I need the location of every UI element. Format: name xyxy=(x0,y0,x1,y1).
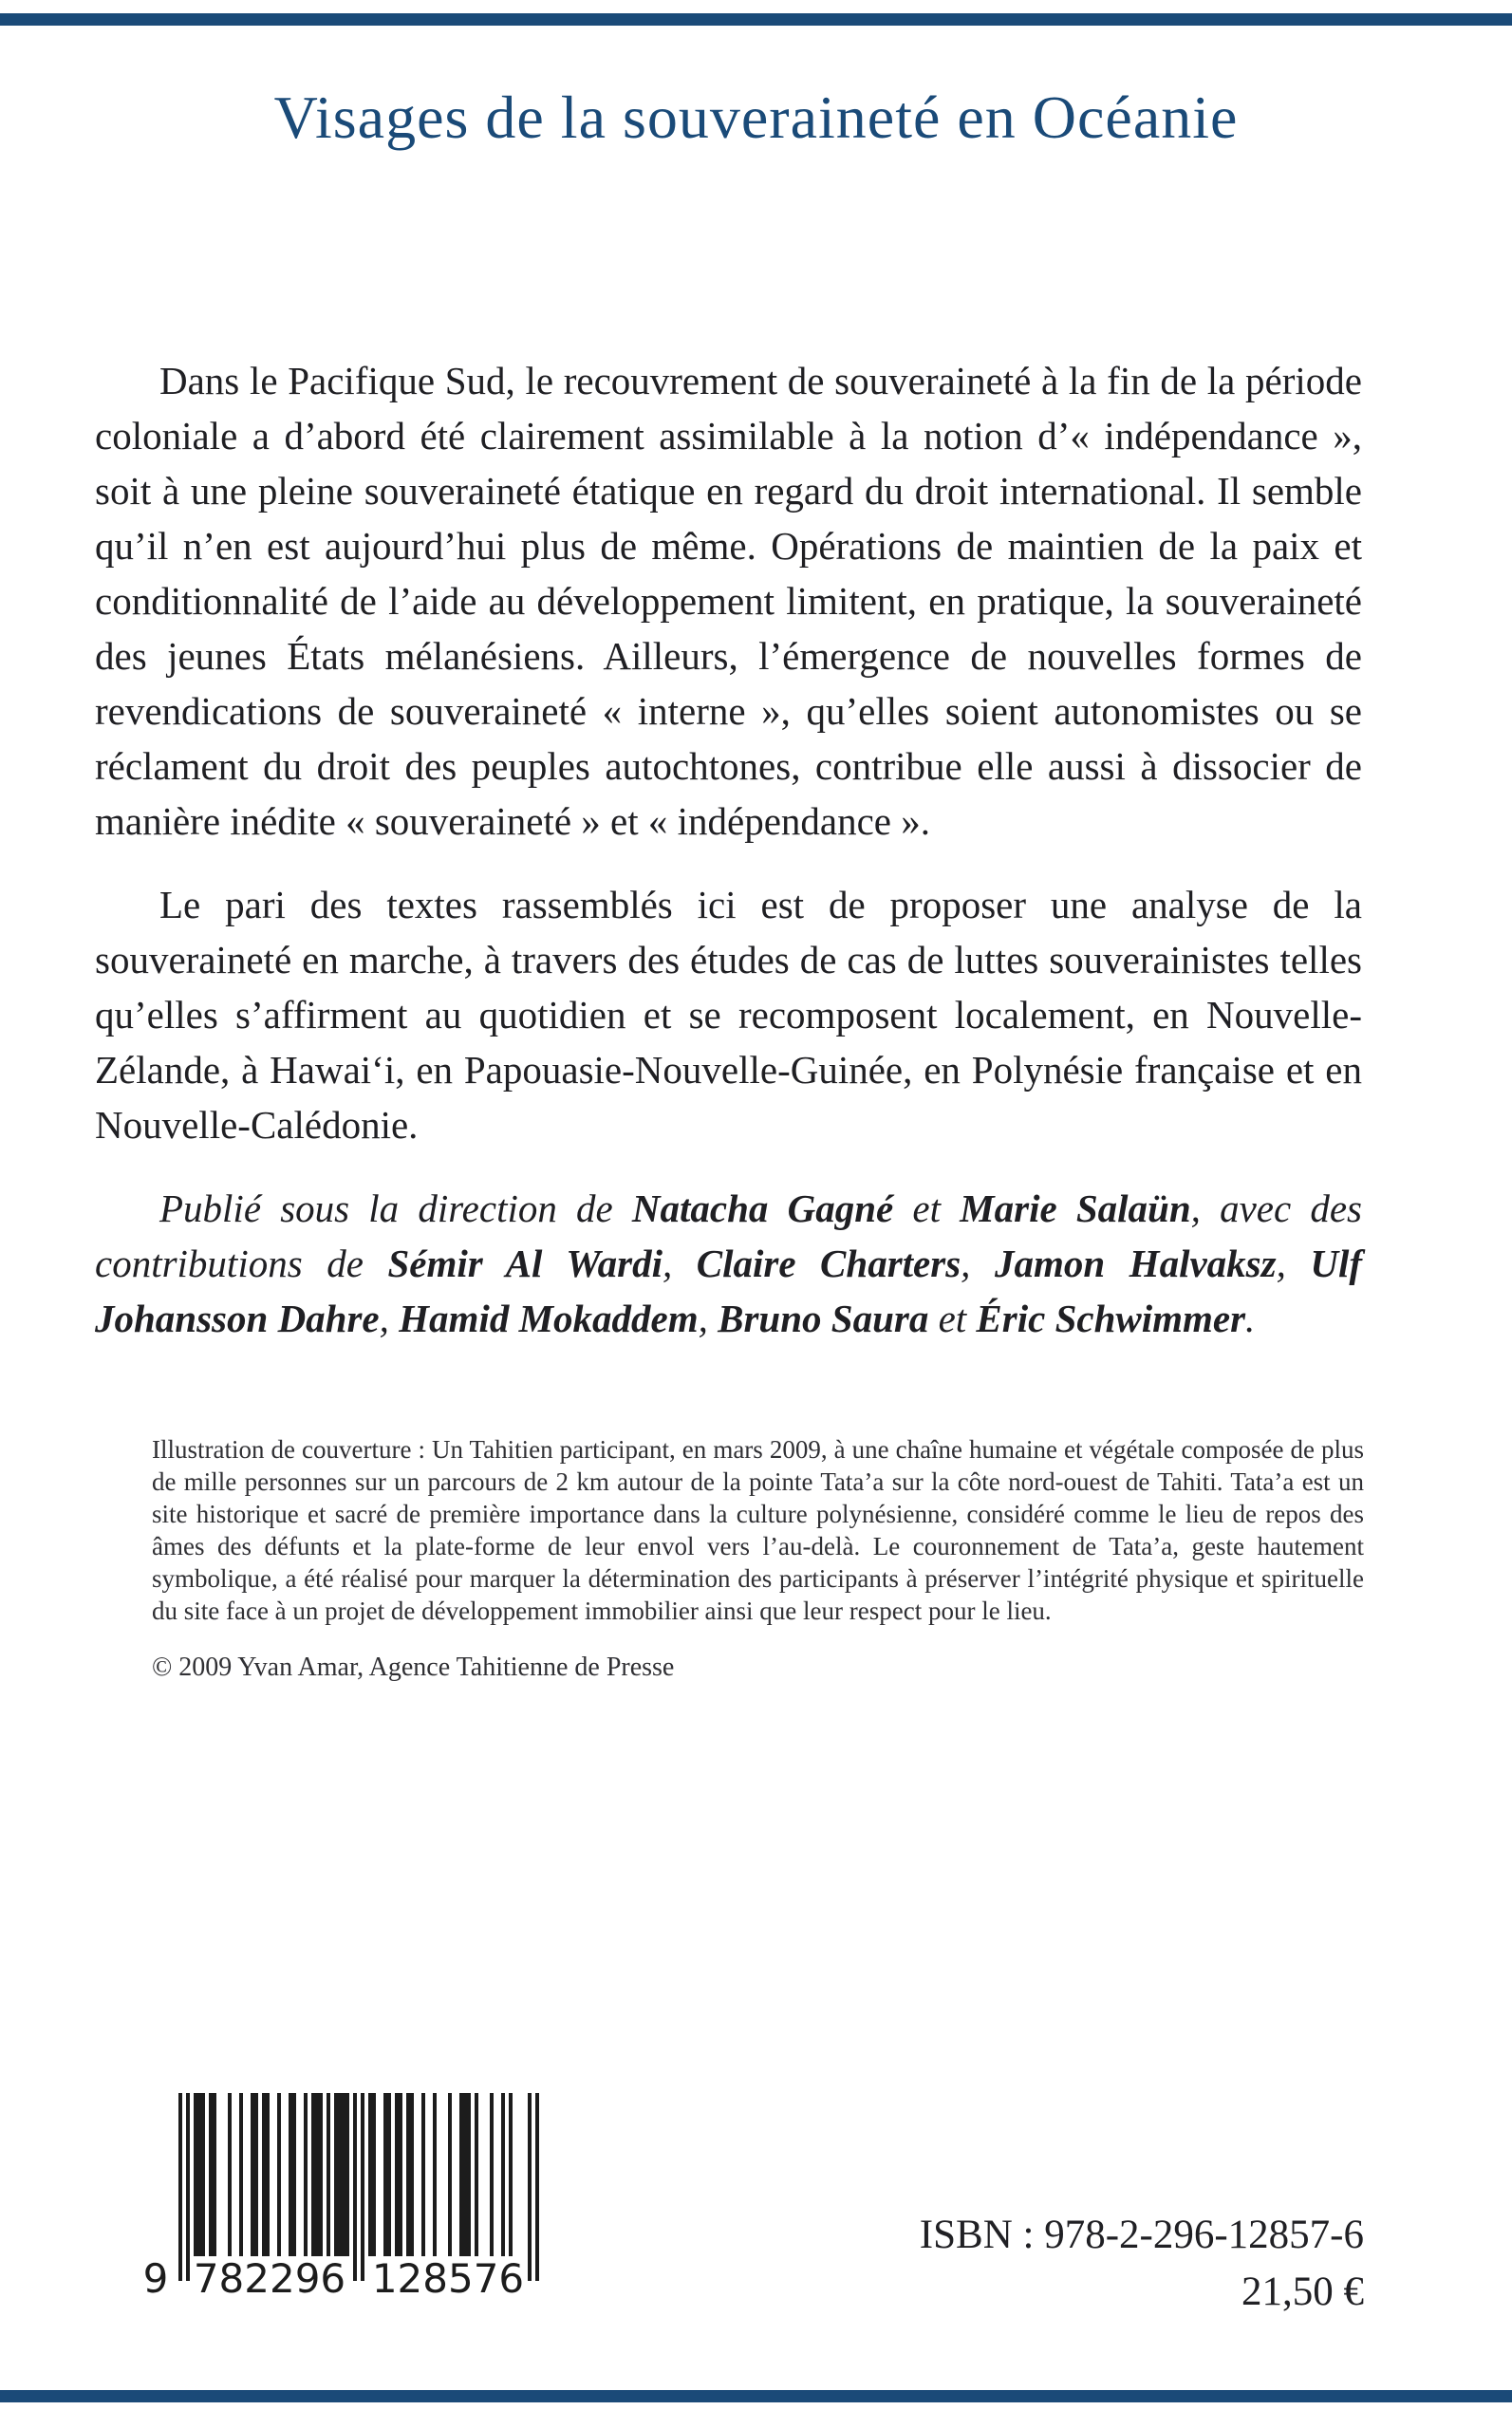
price: 21,50 € xyxy=(1241,2270,1364,2314)
contributor-name: Ulf Johansson Dahre xyxy=(95,1242,1363,1340)
contributor-name: Hamid Mokaddem xyxy=(399,1297,699,1340)
barcode-bars xyxy=(178,2093,539,2281)
synopsis-paragraph-1: Dans le Pacifique Sud, le recouvrement de souveraineté à la fin de la période coloniale a d’abord été clairement assimilable à la notion d’« indépendance », soit à une pleine souveraineté étatique en regard du droit international. Il semble qu’il n’en est aujourd’hui plus de même. Opérations de maintien de la paix et conditionnalité de l’aide au développement limitent, en pratique, la souveraineté des jeunes États mélanésiens. Ailleurs, l’émergence de nouvelles formes de revendications de souveraineté « interne », qu’elles soient autonomistes ou se réclament du droit des peuples autochtones, contribue elle aussi à dissocier de manière inédite « souveraineté » et « indépendance ». xyxy=(95,359,1362,843)
cover-illustration-note: Illustration de couverture : Un Tahitien participant, en mars 2009, à une chaîne humaine et végétale composée de plus de mille personnes sur un parcours de 2 km autour de la pointe Tata’a sur la côte nord-ouest de Tahiti. Tata’a est un site historique et sacré de première importance dans la culture polynésienne, considéré comme le lieu de repos des âmes des défunts et la plate-forme de leur envol vers l’au-delà. Le couronnement de Tata’a, geste hautement symbolique, a été réalisé pour marquer la détermination des participants à préserver l’intégrité physique et spirituelle du site face à un projet de développement immobilier ainsi que leur respect pour le lieu. xyxy=(152,1435,1364,1625)
notes-block xyxy=(152,1433,1364,1684)
contributor-name: Sémir Al Wardi xyxy=(387,1242,663,1285)
contributor-name: Jamon Halvaksz xyxy=(994,1242,1277,1285)
contributor-name: Bruno Saura xyxy=(718,1297,929,1340)
ean13-barcode xyxy=(142,2093,551,2316)
contributor-name: Éric Schwimmer xyxy=(976,1297,1246,1340)
synopsis-paragraph-2: Le pari des textes rassemblés ici est de proposer une analyse de la souveraineté en marche, à travers des études de cas de luttes souverainistes telles qu’elles s’affirment au quotidien et se recomposent localement, en Nouvelle-Zélande, à Hawaiʻi, en Papouasie-Nouvelle-Guinée, en Polynésie française et en Nouvelle-Calédonie. xyxy=(95,883,1362,1147)
top-rule xyxy=(0,13,1512,26)
credits-paragraph: Publié sous la direction de Natacha Gagné et Marie Salaün, avec des contributions de Sémir Al Wardi, Claire Charters, Jamon Halvaksz, Ulf Johansson Dahre, Hamid Mokaddem, Bruno Saura et Éric Schwimmer. xyxy=(95,1186,1363,1340)
contributor-name: Natacha Gagné xyxy=(631,1186,894,1230)
synopsis-block xyxy=(95,353,1362,1346)
photo-copyright-line: © 2009 Yvan Amar, Agence Tahitienne de Presse xyxy=(152,1653,675,1682)
isbn-line: ISBN : 978-2-296-12857-6 xyxy=(919,2213,1364,2257)
barcode-digit-first: 9 xyxy=(142,2255,169,2302)
bottom-rule xyxy=(0,2390,1512,2402)
contributor-name: Claire Charters xyxy=(696,1242,961,1285)
book-title: Visages de la souveraineté en Océanie xyxy=(273,84,1239,151)
barcode-digits-left: 782296 xyxy=(193,2255,346,2302)
contributor-name: Marie Salaün xyxy=(960,1186,1191,1230)
barcode-digits-right: 128576 xyxy=(371,2255,525,2302)
